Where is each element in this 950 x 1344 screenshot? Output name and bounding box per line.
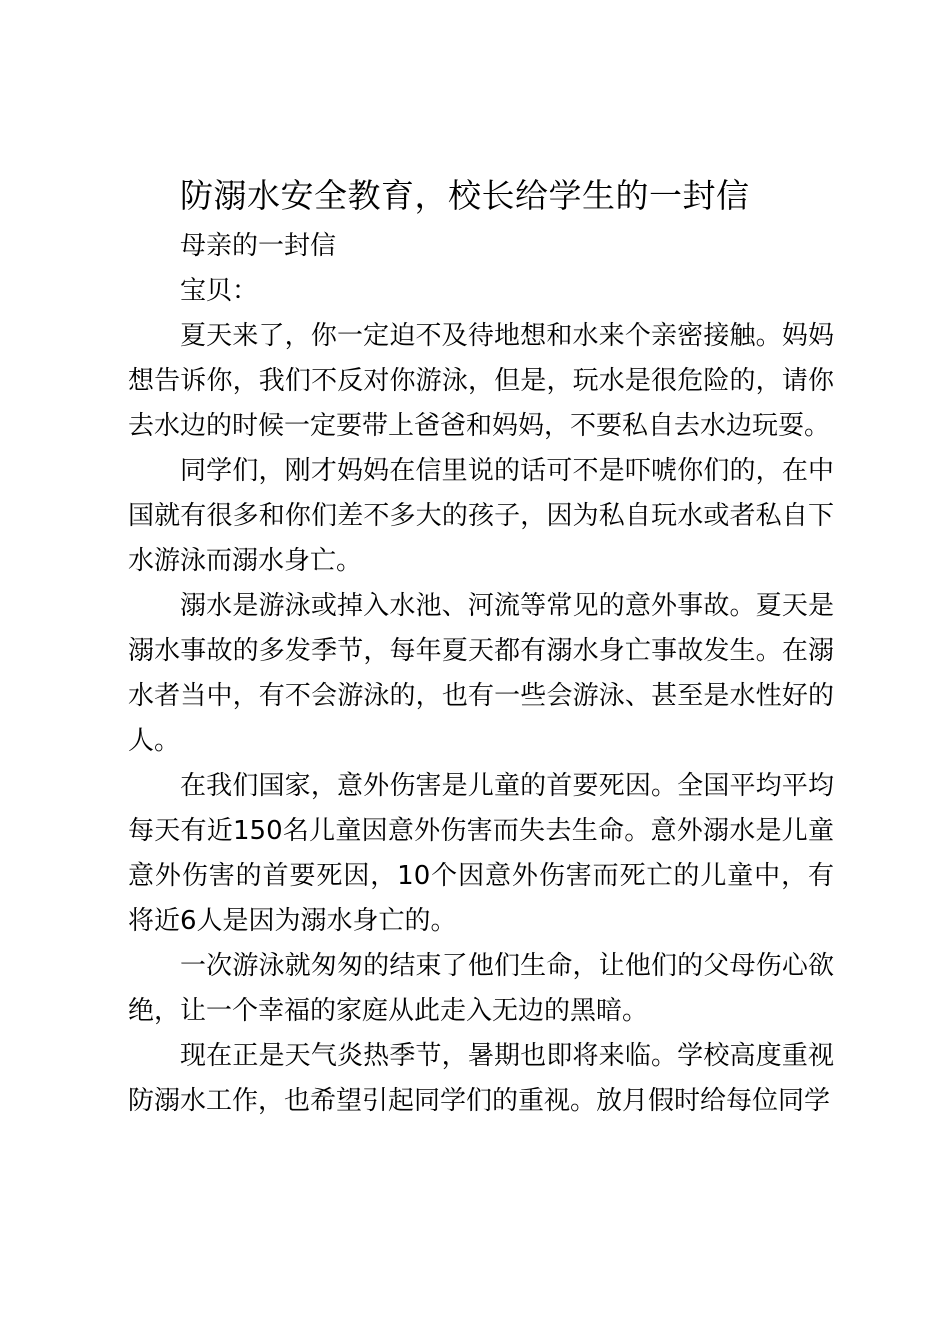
paragraph-students-warning: 同学们，刚才妈妈在信里说的话可不是吓唬你们的，在中国就有很多和你们差不多大的孩子，因为私自玩水或者私自下水游泳而溺水身亡。	[128, 456, 834, 576]
paragraph-letter-heading: 母亲的一封信	[180, 231, 337, 261]
paragraph-salutation: 宝贝：	[180, 276, 259, 306]
paragraph-statistics: 在我们国家，意外伤害是儿童的首要死因。全国平均平均每天有近150名儿童因意外伤害而失去生命。意外溺水是儿童意外伤害的首要死因，10个因意外伤害而死亡的儿童中，有将近6人是因为溺水身亡的。	[128, 771, 834, 936]
document-title: 防溺水安全教育，校长给学生的一封信	[180, 176, 750, 215]
paragraph-drowning-facts: 溺水是游泳或掉入水池、河流等常见的意外事故。夏天是溺水事故的多发季节，每年夏天都有溺水身亡事故发生。在溺水者当中，有不会游泳的，也有一些会游泳、甚至是水性好的人。	[128, 591, 834, 756]
paragraph-mother-letter: 夏天来了，你一定迫不及待地想和水来个亲密接触。妈妈想告诉你，我们不反对你游泳，但是，玩水是很危险的，请你去水边的时候一定要带上爸爸和妈妈，不要私自去水边玩耍。	[128, 321, 834, 441]
document-page	[128, 168, 834, 1124]
paragraph-consequences: 一次游泳就匆匆的结束了他们生命，让他们的父母伤心欲绝，让一个幸福的家庭从此走入无边的黑暗。	[128, 951, 834, 1026]
paragraph-school-notice: 现在正是天气炎热季节，暑期也即将来临。学校高度重视防溺水工作，也希望引起同学们的重视。放月假时给每位同学	[128, 1041, 834, 1116]
